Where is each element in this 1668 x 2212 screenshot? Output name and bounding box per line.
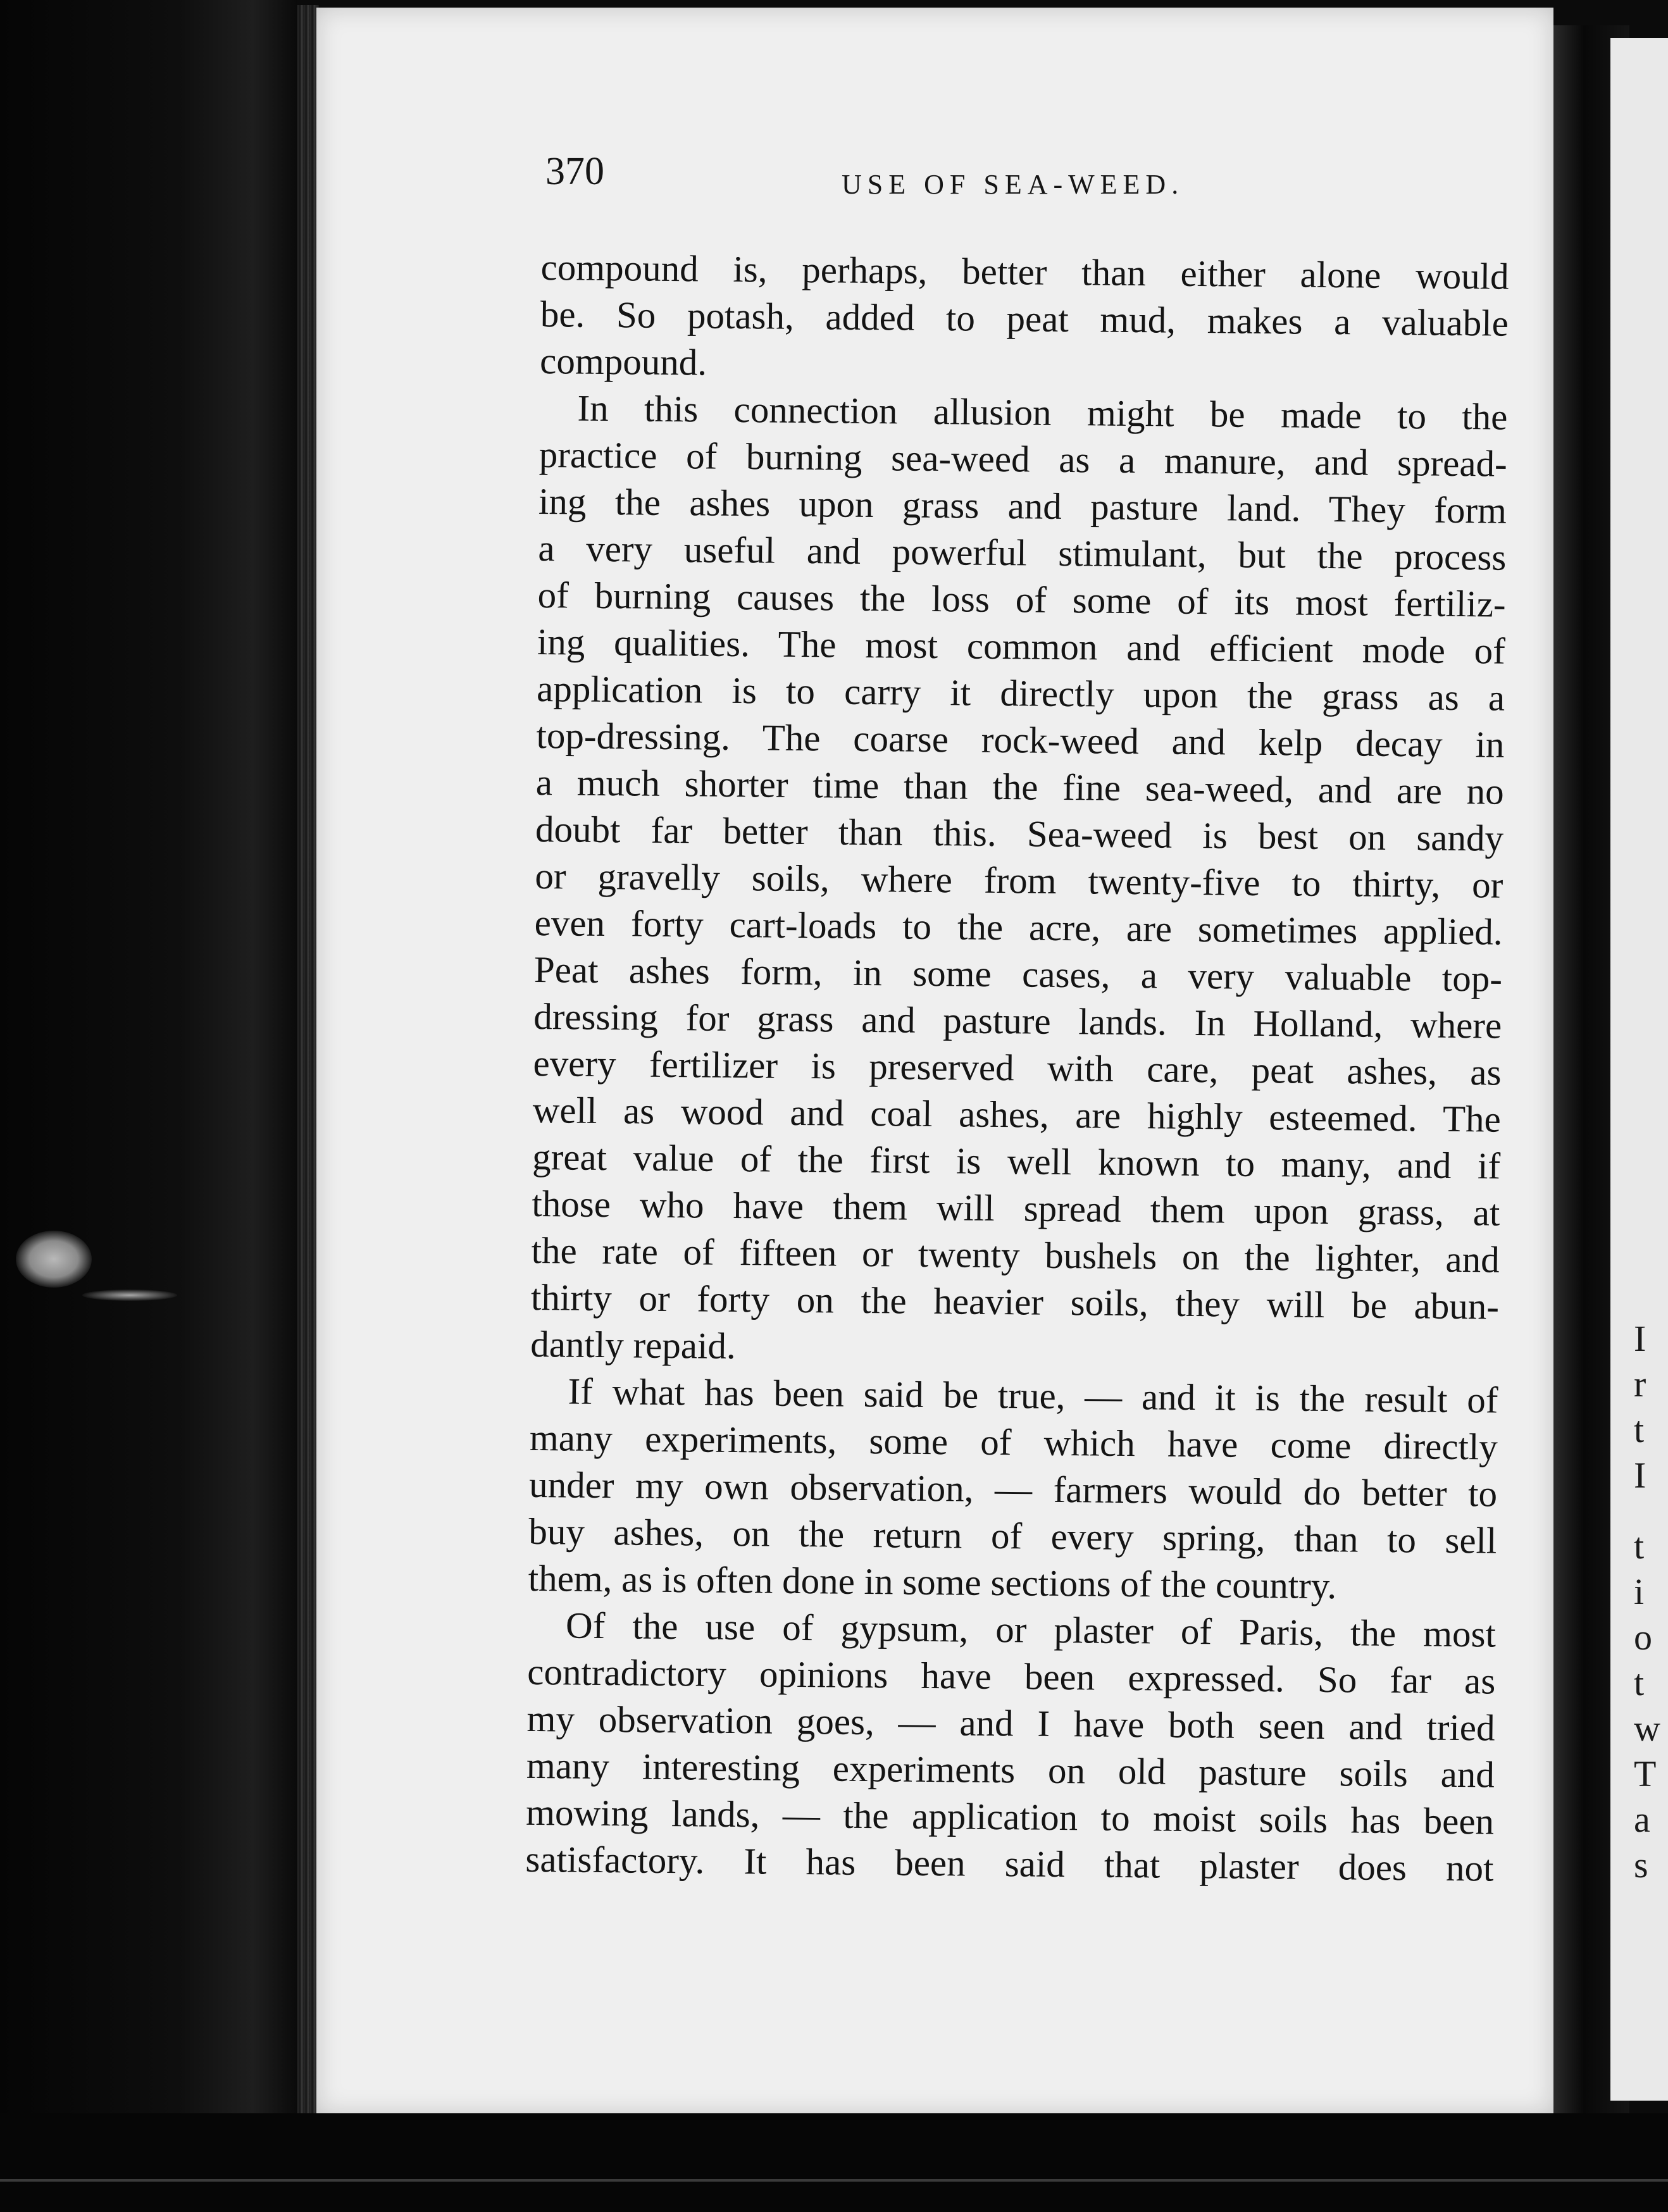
facing-page-fragment: r (1634, 1364, 1646, 1405)
facing-page-fragment: t (1634, 1525, 1645, 1567)
scan-smudge (16, 1231, 92, 1288)
text-line: the rate of fifteen or twenty bushels on the lighter, and (531, 1229, 1500, 1281)
text-line: dantly repaid. (530, 1322, 736, 1367)
book-spine (0, 0, 297, 2212)
page-number: 370 (545, 150, 604, 193)
text-line: practice of burning sea-weed as a manure, and spread- (538, 433, 1508, 485)
text-line: a very useful and powerful stimulant, but the process (538, 526, 1507, 578)
text-line: under my own observation, — farmers would do better to (528, 1463, 1498, 1515)
running-head (545, 149, 1507, 206)
text-line: Of the use of gypsum, or plaster of Paris, the most (565, 1604, 1497, 1655)
text-line: a much shorter time than the fine sea-weed, and are no (535, 761, 1505, 812)
facing-page-fragment: w (1634, 1708, 1660, 1749)
text-line: great value of the first is well known to many, and if (532, 1135, 1501, 1187)
scan-bottom-line (0, 2179, 1668, 2182)
text-line: If what has been said be true, — and it is the result of (568, 1370, 1498, 1421)
page-edge (297, 5, 319, 2118)
facing-page-spacer (1634, 1498, 1668, 1524)
text-line: of burning causes the loss of some of its most fertiliz- (537, 573, 1506, 625)
text-line: dressing for grass and pasture lands. In Holland, where (533, 995, 1502, 1047)
text-line: even forty cart-loads to the acre, are sometimes applied. (534, 901, 1503, 953)
text-line: top-dressing. The coarse rock-weed and kelp decay in (536, 714, 1505, 766)
text-line: compound. (539, 339, 707, 383)
facing-page-fragment: o (1634, 1617, 1652, 1658)
text-line: application is to carry it directly upon the grass as a (536, 667, 1505, 719)
text-line: compound is, perhaps, better than either alone would (540, 245, 1509, 297)
scan-smudge-streak (82, 1289, 177, 1301)
facing-page-fragment: t (1634, 1409, 1645, 1450)
scan-bottom-border (0, 2113, 1668, 2212)
text-line: buy ashes, on the return of every spring, than to sell (528, 1510, 1497, 1562)
facing-page-fragment: T (1634, 1753, 1657, 1794)
text-line: Peat ashes form, in some cases, a very valuable top- (533, 948, 1503, 1000)
text-line: those who have them will spread them upon grass, at (532, 1182, 1500, 1234)
text-line: satisfactory. It has been said that plaster does not (525, 1837, 1494, 1889)
text-line: doubt far better than this. Sea-weed is best on sandy (535, 807, 1504, 859)
text-line: well as wood and coal ashes, are highly esteemed. The (532, 1088, 1502, 1140)
facing-page-fragment: a (1634, 1799, 1650, 1840)
text-line: be. So potash, added to peat mud, makes a valuable (540, 292, 1509, 344)
text-line: every fertilizer is preserved with care, peat ashes, as (533, 1041, 1502, 1093)
text-line: many interesting experiments on old pasture soils and (526, 1744, 1495, 1796)
text-line: or gravelly soils, where from twenty-five to thirty, or (535, 854, 1503, 906)
text-line: mowing lands, — the application to moist soils has been (525, 1791, 1495, 1842)
facing-page-fragment: I (1634, 1318, 1646, 1359)
running-title: USE OF SEA-WEED. (842, 169, 1185, 200)
facing-page-fragment: i (1634, 1571, 1645, 1612)
facing-page-fragment: s (1634, 1844, 1648, 1886)
facing-page-text (1634, 1316, 1668, 1888)
text-line: them, as is often done in some sections of the country. (528, 1556, 1337, 1607)
text-line: In this connection allusion might be made to the (577, 387, 1508, 438)
text-line: thirty or forty on the heavier soils, they will be abun- (530, 1276, 1500, 1327)
text-line: ing the ashes upon grass and pasture land. They form (538, 480, 1507, 531)
facing-page-fragment: I (1634, 1455, 1646, 1496)
text-line: many experiments, some of which have come directly (529, 1416, 1498, 1468)
page-text (525, 244, 1509, 1892)
facing-page-fragment: t (1634, 1662, 1645, 1703)
text-line: contradictory opinions have been expressed. So far as (527, 1650, 1496, 1702)
text-line: ing qualities. The most common and efficient mode of (537, 620, 1506, 672)
text-line: my observation goes, — and I have both seen and tried (526, 1697, 1495, 1749)
